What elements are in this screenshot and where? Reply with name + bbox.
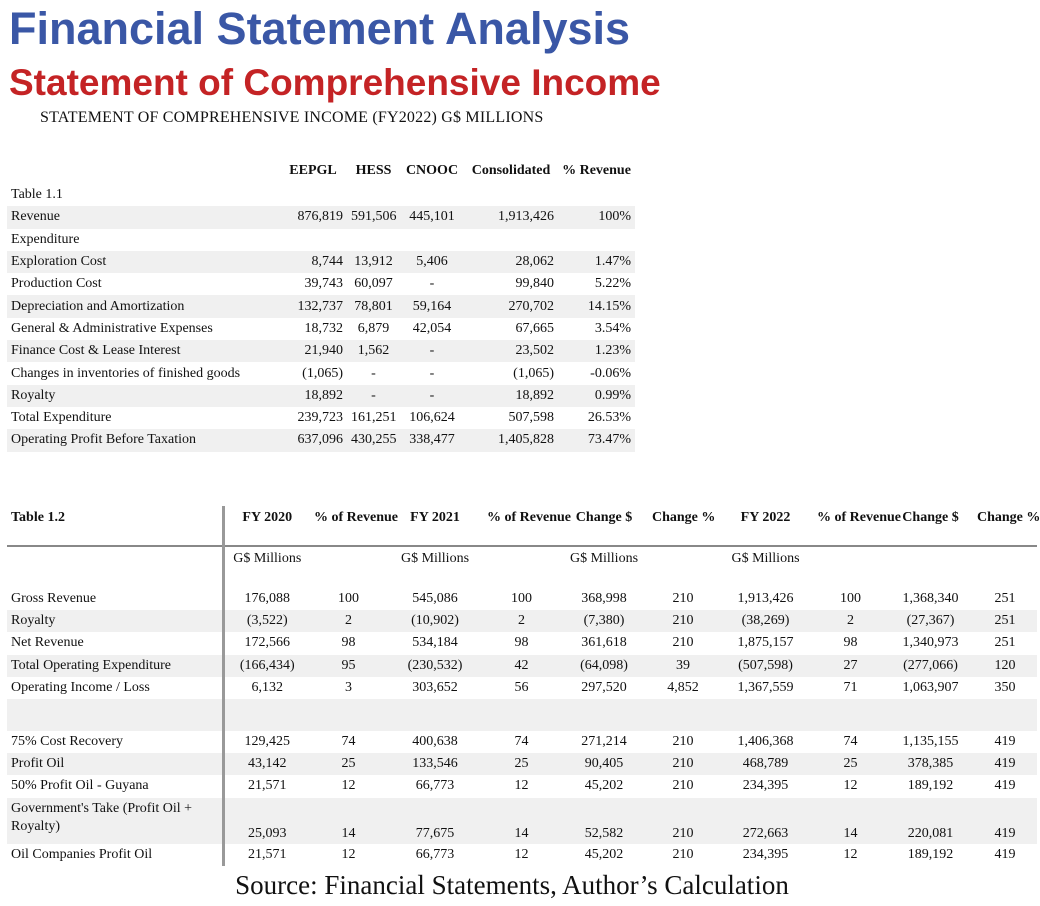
table-cell xyxy=(888,699,973,731)
table-row xyxy=(7,677,1037,699)
row-label: Depreciation and Amortization xyxy=(11,298,185,314)
table-row xyxy=(7,731,1037,753)
table-row xyxy=(7,407,635,429)
table-header-row xyxy=(7,158,635,184)
table-cell: - xyxy=(429,365,435,381)
table-cell: 220,081 xyxy=(907,825,954,841)
row-label: Revenue xyxy=(11,209,60,225)
table-cell: 18,732 xyxy=(304,320,343,336)
column-header: Consolidated xyxy=(471,163,551,178)
table-cell: 419 xyxy=(994,778,1016,794)
page-subtitle: Statement of Comprehensive Income xyxy=(9,62,661,103)
table-cell xyxy=(347,229,400,251)
row-label: Royalty xyxy=(11,387,56,403)
table-cell: 23,502 xyxy=(515,343,554,359)
table-cell: 67,665 xyxy=(515,320,554,336)
row-label: Royalty xyxy=(7,610,223,632)
table-cell: 271,214 xyxy=(581,734,627,750)
table-cell: 12 xyxy=(341,846,356,862)
table-cell: 100 xyxy=(511,591,532,607)
table-cell: 39 xyxy=(676,657,690,673)
table-row xyxy=(7,844,1037,866)
table-row xyxy=(7,655,1037,677)
table-cell: - xyxy=(429,343,435,359)
table-row xyxy=(7,632,1037,654)
table-row xyxy=(7,385,635,407)
table-cell: 42 xyxy=(514,657,529,673)
table-row xyxy=(7,798,1037,844)
table-cell xyxy=(973,699,1037,731)
table-cell: 106,624 xyxy=(409,410,455,426)
table-cell: 98 xyxy=(843,635,858,651)
page-title: Financial Statement Analysis xyxy=(9,3,631,54)
table-cell: 3.54% xyxy=(594,320,631,336)
table-cell: 132,737 xyxy=(297,298,343,314)
table-cell: 210 xyxy=(672,846,694,862)
table-row xyxy=(7,229,635,251)
table-cell: 251 xyxy=(994,635,1016,651)
table-cell: 189,192 xyxy=(907,778,954,794)
table-cell xyxy=(223,699,310,731)
table-cell: 14.15% xyxy=(587,298,631,314)
table-cell: 100 xyxy=(338,591,359,607)
table-cell: 25,093 xyxy=(248,825,287,841)
table-cell: 66,773 xyxy=(415,778,455,794)
row-label: Finance Cost & Lease Interest xyxy=(11,343,181,359)
table-cell: 1,368,340 xyxy=(902,591,959,607)
table-cell xyxy=(400,229,464,251)
table-row xyxy=(7,775,1037,797)
table-cell: (10,902) xyxy=(411,613,459,629)
row-label: General & Administrative Expenses xyxy=(11,320,213,336)
table-cell: 43,142 xyxy=(248,756,287,772)
table-cell: 95 xyxy=(341,657,356,673)
table-row xyxy=(7,362,635,384)
table-cell: 419 xyxy=(994,756,1016,772)
unit-label: G$ Millions xyxy=(400,551,470,566)
table-cell: 26.53% xyxy=(587,410,631,426)
table-cell: 6,879 xyxy=(357,320,390,336)
table-cell: 2 xyxy=(847,613,854,629)
table-cell: 507,598 xyxy=(508,410,554,426)
table-cell: 1,913,426 xyxy=(737,591,794,607)
row-label xyxy=(7,699,223,731)
table-cell: 0.99% xyxy=(594,387,631,403)
table-cell: 78,801 xyxy=(354,298,393,314)
table-cell: 2 xyxy=(345,613,352,629)
table-cell: 74 xyxy=(843,734,858,750)
table-row xyxy=(7,251,635,273)
row-label: Total Expenditure xyxy=(11,410,112,426)
table-cell: (27,367) xyxy=(906,613,955,629)
table-cell: 21,571 xyxy=(248,778,287,794)
table-cell: 210 xyxy=(672,613,694,629)
row-label: Total Operating Expenditure xyxy=(7,655,223,677)
table-1-1 xyxy=(7,158,635,452)
table-cell: 419 xyxy=(994,825,1016,841)
row-label: Table 1.1 xyxy=(11,187,63,203)
row-label: Exploration Cost xyxy=(11,254,107,270)
column-header: FY 2021 xyxy=(387,506,483,546)
table-cell: 234,395 xyxy=(742,778,789,794)
table-cell: 3 xyxy=(345,679,352,695)
table-cell: 545,086 xyxy=(412,591,458,607)
table-cell: (7,380) xyxy=(583,613,625,629)
source-note: Source: Financial Statements, Author’s Calculation xyxy=(235,870,789,900)
table-cell: 876,819 xyxy=(297,209,343,225)
table-cell: 18,892 xyxy=(515,387,554,403)
table-cell: - xyxy=(429,387,435,403)
table-cell: 591,506 xyxy=(351,209,397,225)
table-cell: (277,066) xyxy=(903,657,958,673)
table-row xyxy=(7,753,1037,775)
table-cell: (1,065) xyxy=(302,365,343,381)
table-cell: 4,852 xyxy=(667,679,699,695)
statement-heading: STATEMENT OF COMPREHENSIVE INCOME (FY2022) G$ MILLIONS xyxy=(40,109,544,126)
table-cell: 100% xyxy=(598,209,631,225)
table-cell: 45,202 xyxy=(584,846,624,862)
table-cell: 25 xyxy=(843,756,858,772)
unit-label xyxy=(310,546,387,588)
table-cell: 56 xyxy=(514,679,529,695)
table-1-2 xyxy=(7,506,1040,866)
table-cell: 5.22% xyxy=(594,276,631,292)
table-cell: 25 xyxy=(341,756,356,772)
table-cell xyxy=(464,184,558,206)
table-cell: 430,255 xyxy=(351,432,397,448)
table-cell: 400,638 xyxy=(412,734,458,750)
row-label: Gross Revenue xyxy=(7,588,223,610)
row-label: Production Cost xyxy=(11,276,102,292)
table-cell: 45,202 xyxy=(584,778,624,794)
table-cell: 133,546 xyxy=(412,756,458,772)
table-cell: 77,675 xyxy=(415,825,455,841)
table-cell xyxy=(464,229,558,251)
table-cell: - xyxy=(429,276,435,292)
table-row xyxy=(7,184,635,206)
row-label: Expenditure xyxy=(11,231,80,247)
table-cell: 637,096 xyxy=(297,432,343,448)
table-cell: 239,723 xyxy=(297,410,343,426)
table-cell: 1,913,426 xyxy=(498,209,554,225)
table-cell: (3,522) xyxy=(246,613,288,629)
table-cell: 1,406,368 xyxy=(737,734,794,750)
table-cell: 172,566 xyxy=(244,635,290,651)
column-header: FY 2020 xyxy=(223,506,310,546)
table-cell: 1,135,155 xyxy=(902,734,959,750)
table-cell: 18,892 xyxy=(304,387,343,403)
unit-label: G$ Millions xyxy=(569,551,639,566)
table-cell: 1,063,907 xyxy=(902,679,959,695)
table-cell: 2 xyxy=(518,613,525,629)
table-cell: - xyxy=(371,365,376,381)
row-label: Operating Profit Before Taxation xyxy=(11,432,196,448)
table-cell: 8,744 xyxy=(311,254,343,270)
table-cell: (166,434) xyxy=(239,657,295,673)
table-cell: 1,340,973 xyxy=(902,635,959,651)
table-cell: (64,098) xyxy=(580,657,628,673)
table-cell: 1.47% xyxy=(594,254,631,270)
row-label: 75% Cost Recovery xyxy=(7,731,223,753)
table-cell xyxy=(400,184,464,206)
table-cell: 210 xyxy=(672,778,694,794)
table-cell: 361,618 xyxy=(581,635,627,651)
table-cell xyxy=(558,184,635,206)
table-cell: 1,367,559 xyxy=(737,679,794,695)
table-cell: 71 xyxy=(843,679,858,695)
table-cell xyxy=(648,699,718,731)
table-cell: 100 xyxy=(840,591,861,607)
unit-label xyxy=(7,546,223,588)
table-cell: 98 xyxy=(341,635,356,651)
table-cell: 74 xyxy=(341,734,356,750)
table-cell: 419 xyxy=(994,734,1016,750)
table-cell: 1.23% xyxy=(594,343,631,359)
table-cell: 303,652 xyxy=(412,679,458,695)
column-header: % of Revenue xyxy=(483,506,560,546)
table-cell: 12 xyxy=(514,778,529,794)
table-cell: 1,875,157 xyxy=(737,635,794,651)
table-cell: 90,405 xyxy=(584,756,624,772)
table-cell xyxy=(483,699,560,731)
table-cell: 368,998 xyxy=(581,591,627,607)
table-cell: -0.06% xyxy=(590,365,631,381)
table-cell: 1,562 xyxy=(357,343,390,359)
table-cell: 27 xyxy=(843,657,858,673)
table-cell: 129,425 xyxy=(244,734,290,750)
table-cell: 189,192 xyxy=(907,846,954,862)
table-cell: 74 xyxy=(514,734,529,750)
table-header-row xyxy=(7,506,1037,546)
table-cell: 99,840 xyxy=(515,276,554,292)
column-header: FY 2022 xyxy=(718,506,813,546)
table-cell xyxy=(560,699,648,731)
column-header: % of Revenue xyxy=(813,506,888,546)
table-cell: 378,385 xyxy=(907,756,954,772)
table-cell: 12 xyxy=(514,846,529,862)
table-cell xyxy=(347,184,400,206)
table-row xyxy=(7,340,635,362)
table-row xyxy=(7,206,635,228)
row-label: Operating Income / Loss xyxy=(7,677,223,699)
table-cell: 210 xyxy=(672,734,694,750)
table-cell: 60,097 xyxy=(354,276,393,292)
column-header: Table 1.2 xyxy=(7,506,223,546)
table-row xyxy=(7,429,635,451)
unit-label: G$ Millions xyxy=(731,551,800,566)
table-cell xyxy=(813,699,888,731)
table-cell: 14 xyxy=(843,825,858,841)
table-cell: 52,582 xyxy=(584,825,624,841)
units-row xyxy=(7,546,1037,588)
table-cell xyxy=(718,699,813,731)
table-cell: 66,773 xyxy=(415,846,455,862)
table-cell: (1,065) xyxy=(513,365,554,381)
table-cell: (230,532) xyxy=(407,657,463,673)
table-row xyxy=(7,588,1037,610)
table-cell: 270,702 xyxy=(508,298,554,314)
table-cell: 210 xyxy=(672,756,694,772)
column-header: Change $ xyxy=(560,506,648,546)
unit-label: G$ Millions xyxy=(233,551,302,566)
unit-label xyxy=(973,546,1037,588)
table-row xyxy=(7,318,635,340)
table-cell: 272,663 xyxy=(742,825,789,841)
table-cell: 210 xyxy=(672,591,694,607)
column-header: EEPGL xyxy=(289,163,337,178)
table-cell xyxy=(279,229,347,251)
table-cell: 297,520 xyxy=(581,679,627,695)
table-cell: 13,912 xyxy=(354,254,393,270)
table-cell: 12 xyxy=(843,778,858,794)
unit-label xyxy=(483,546,560,588)
column-header: % Revenue xyxy=(562,163,631,178)
table-cell: 120 xyxy=(994,657,1016,673)
table-cell: 21,571 xyxy=(248,846,287,862)
table-cell: 419 xyxy=(994,846,1016,862)
table-cell: 6,132 xyxy=(251,679,283,695)
unit-label xyxy=(813,546,888,588)
table-cell: 21,940 xyxy=(304,343,343,359)
table-cell: 28,062 xyxy=(515,254,554,270)
table-row xyxy=(7,295,635,317)
table-cell: 338,477 xyxy=(409,432,455,448)
table-cell: 210 xyxy=(672,635,694,651)
table-cell: 210 xyxy=(672,825,694,841)
table-cell: 251 xyxy=(994,613,1016,629)
table-cell: 14 xyxy=(341,825,356,841)
table-cell xyxy=(387,699,483,731)
row-label: Net Revenue xyxy=(7,632,223,654)
table-cell: 73.47% xyxy=(587,432,631,448)
row-label: Changes in inventories of finished goods xyxy=(11,365,241,381)
row-label: Government's Take (Profit Oil + Royalty) xyxy=(7,798,223,844)
table-cell: 12 xyxy=(341,778,356,794)
column-header: HESS xyxy=(355,163,392,178)
table-cell: 534,184 xyxy=(412,635,458,651)
table-cell: 350 xyxy=(994,679,1016,695)
table-cell: 25 xyxy=(514,756,529,772)
table-cell: 234,395 xyxy=(742,846,789,862)
table-cell: 42,054 xyxy=(412,320,452,336)
table-cell: 98 xyxy=(514,635,529,651)
row-label: 50% Profit Oil - Guyana xyxy=(7,775,223,797)
column-header: Change $ xyxy=(888,506,973,546)
table-cell: 445,101 xyxy=(409,209,455,225)
table-cell: 251 xyxy=(994,591,1016,607)
table-cell xyxy=(279,184,347,206)
table-cell xyxy=(558,229,635,251)
table-cell: - xyxy=(371,387,376,403)
row-label: Profit Oil xyxy=(7,753,223,775)
table-cell: 176,088 xyxy=(244,591,290,607)
column-header: CNOOC xyxy=(405,163,459,178)
column-header: Change % xyxy=(648,506,718,546)
column-header: % of Revenue xyxy=(310,506,387,546)
row-label: Oil Companies Profit Oil xyxy=(7,844,223,866)
table-cell xyxy=(310,699,387,731)
table-cell: (507,598) xyxy=(738,657,793,673)
unit-label xyxy=(648,546,718,588)
table-cell: 468,789 xyxy=(742,756,789,772)
table-cell: (38,269) xyxy=(741,613,790,629)
table-row xyxy=(7,699,1037,731)
table-cell: 39,743 xyxy=(304,276,343,292)
table-cell: 12 xyxy=(843,846,858,862)
table-row xyxy=(7,610,1037,632)
table-cell: 14 xyxy=(514,825,529,841)
table-cell: 161,251 xyxy=(351,410,397,426)
table-cell: 5,406 xyxy=(416,254,448,270)
table-cell: 1,405,828 xyxy=(498,432,554,448)
column-header xyxy=(7,158,279,184)
unit-label xyxy=(888,546,973,588)
table-row xyxy=(7,273,635,295)
column-header: Change % xyxy=(973,506,1037,546)
table-cell: 59,164 xyxy=(412,298,452,314)
